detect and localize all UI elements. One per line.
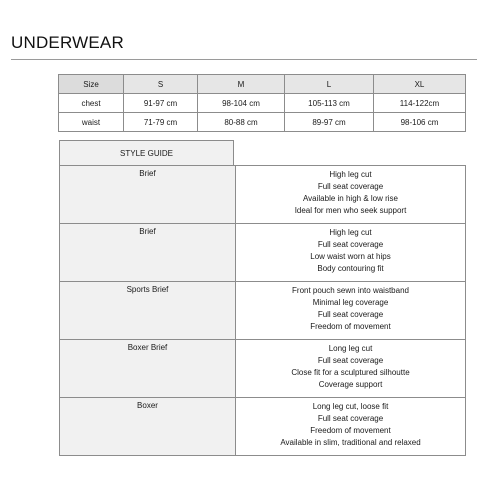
size-header-cell: Size <box>59 75 124 94</box>
feature-line: Full seat coverage <box>317 240 384 249</box>
style-name-cell: Boxer Brief <box>60 340 236 398</box>
style-guide-heading: STYLE GUIDE <box>59 140 234 165</box>
feature-line: Freedom of movement <box>310 322 391 331</box>
table-row <box>60 282 466 340</box>
table-row <box>60 166 466 224</box>
feature-line: High leg cut <box>329 170 372 179</box>
table-row <box>60 224 466 282</box>
size-cell: 98-104 cm <box>198 94 285 113</box>
style-name-cell: Boxer <box>60 398 236 456</box>
size-chart-table <box>58 74 466 132</box>
size-header-cell: S <box>124 75 198 94</box>
size-cell: 89-97 cm <box>285 113 374 132</box>
style-guide-table <box>59 165 466 456</box>
feature-line: High leg cut <box>329 228 372 237</box>
style-name-cell: Sports Brief <box>60 282 236 340</box>
size-cell: 80-88 cm <box>198 113 285 132</box>
size-cell: 71-79 cm <box>124 113 198 132</box>
feature-line: Available in slim, traditional and relaxed <box>280 438 421 447</box>
feature-line: Close fit for a sculptured silhoutte <box>291 368 410 377</box>
size-row-label: waist <box>59 113 124 132</box>
table-row <box>59 94 466 113</box>
feature-line: Full seat coverage <box>317 310 384 319</box>
size-cell: 91-97 cm <box>124 94 198 113</box>
style-guide-body <box>60 166 466 456</box>
feature-line: Full seat coverage <box>317 356 384 365</box>
style-features-cell <box>236 340 466 398</box>
table-row <box>59 113 466 132</box>
feature-line: Minimal leg coverage <box>312 298 389 307</box>
style-features-cell <box>236 282 466 340</box>
style-name-cell: Brief <box>60 224 236 282</box>
feature-line: Full seat coverage <box>317 414 384 423</box>
feature-line: Body contouring fit <box>317 264 384 273</box>
style-name-cell: Brief <box>60 166 236 224</box>
table-row <box>60 398 466 456</box>
feature-line: Front pouch sewn into waistband <box>292 286 409 295</box>
size-cell: 98-106 cm <box>374 113 466 132</box>
style-guide <box>59 140 466 456</box>
title-divider <box>11 59 477 60</box>
size-row-label: chest <box>59 94 124 113</box>
size-header-cell: M <box>198 75 285 94</box>
feature-line: Coverage support <box>318 380 383 389</box>
style-features-cell <box>236 398 466 456</box>
size-header-row <box>59 75 466 94</box>
style-features-cell <box>236 166 466 224</box>
feature-line: Low waist worn at hips <box>310 252 391 261</box>
feature-line: Freedom of movement <box>310 426 391 435</box>
feature-line: Long leg cut, loose fit <box>312 402 389 411</box>
size-header-cell: L <box>285 75 374 94</box>
feature-line: Available in high & low rise <box>302 194 398 203</box>
size-cell: 114-122cm <box>374 94 466 113</box>
page-title: UNDERWEAR <box>11 33 124 52</box>
size-header-cell: XL <box>374 75 466 94</box>
feature-line: Full seat coverage <box>317 182 384 191</box>
table-row <box>60 340 466 398</box>
size-cell: 105-113 cm <box>285 94 374 113</box>
style-features-cell <box>236 224 466 282</box>
feature-line: Ideal for men who seek support <box>294 206 407 215</box>
feature-line: Long leg cut <box>328 344 373 353</box>
